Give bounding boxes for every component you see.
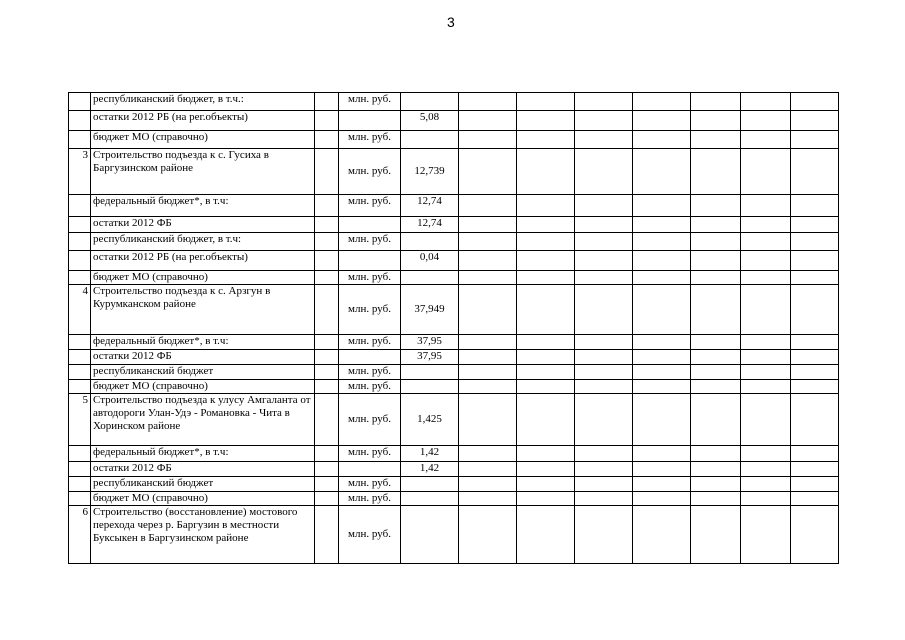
spacer-cell [315,477,339,492]
empty-cell [459,446,517,462]
empty-cell [741,111,791,131]
empty-cell [791,271,839,285]
empty-cell [691,251,741,271]
empty-cell [633,477,691,492]
empty-cell [459,506,517,564]
description-cell: республиканский бюджет, в т.ч.: [91,93,315,111]
empty-cell [741,195,791,217]
description-cell: Строительство подъезда к с. Гусиха в Баргузинском районе [91,149,315,195]
row-number-cell [69,233,91,251]
empty-cell [459,93,517,111]
empty-cell [575,251,633,271]
table-row [69,285,839,335]
table-row [69,462,839,477]
empty-cell [633,233,691,251]
row-number-cell [69,195,91,217]
description-cell: остатки 2012 ФБ [91,350,315,365]
empty-cell [691,446,741,462]
spacer-cell [315,195,339,217]
spacer-cell [315,131,339,149]
value-cell: 1,42 [401,446,459,462]
empty-cell [575,217,633,233]
table-row [69,251,839,271]
empty-cell [633,506,691,564]
empty-cell [459,394,517,446]
empty-cell [791,446,839,462]
empty-cell [691,149,741,195]
unit-cell: млн. руб. [339,492,401,506]
unit-cell: млн. руб. [339,365,401,380]
unit-cell [339,217,401,233]
table-row [69,477,839,492]
empty-cell [633,285,691,335]
description-cell: республиканский бюджет, в т.ч: [91,233,315,251]
empty-cell [791,380,839,394]
empty-cell [741,506,791,564]
empty-cell [691,217,741,233]
description-cell: Строительство подъезда к улусу Амгаланта от автодороги Улан-Удэ - Романовка - Чита в Хоринском районе [91,394,315,446]
row-number-cell: 4 [69,285,91,335]
table-row [69,217,839,233]
row-number-cell: 3 [69,149,91,195]
empty-cell [633,492,691,506]
row-number-cell: 6 [69,506,91,564]
row-number-cell [69,111,91,131]
empty-cell [575,149,633,195]
empty-cell [691,195,741,217]
empty-cell [517,271,575,285]
empty-cell [459,477,517,492]
value-cell: 37,949 [401,285,459,335]
budget-table [68,92,839,564]
empty-cell [741,446,791,462]
row-number-cell [69,335,91,350]
spacer-cell [315,446,339,462]
table-row [69,271,839,285]
spacer-cell [315,380,339,394]
unit-cell: млн. руб. [339,394,401,446]
empty-cell [459,131,517,149]
empty-cell [791,365,839,380]
unit-cell: млн. руб. [339,271,401,285]
empty-cell [741,380,791,394]
empty-cell [741,285,791,335]
empty-cell [691,492,741,506]
empty-cell [741,492,791,506]
table-row [69,365,839,380]
empty-cell [575,380,633,394]
empty-cell [517,131,575,149]
row-number-cell [69,446,91,462]
empty-cell [575,446,633,462]
row-number-cell [69,251,91,271]
page-number: 3 [447,14,455,30]
value-cell: 12,739 [401,149,459,195]
empty-cell [691,380,741,394]
empty-cell [633,217,691,233]
empty-cell [691,111,741,131]
empty-cell [517,251,575,271]
empty-cell [741,93,791,111]
empty-cell [691,506,741,564]
empty-cell [517,380,575,394]
empty-cell [459,365,517,380]
empty-cell [741,217,791,233]
row-number-cell [69,477,91,492]
empty-cell [791,335,839,350]
empty-cell [691,350,741,365]
value-cell [401,365,459,380]
empty-cell [791,492,839,506]
empty-cell [633,335,691,350]
empty-cell [517,93,575,111]
empty-cell [517,285,575,335]
empty-cell [791,394,839,446]
row-number-cell [69,462,91,477]
empty-cell [741,131,791,149]
row-number-cell [69,217,91,233]
table-row [69,195,839,217]
unit-cell: млн. руб. [339,149,401,195]
empty-cell [691,335,741,350]
empty-cell [633,251,691,271]
empty-cell [459,233,517,251]
empty-cell [517,462,575,477]
unit-cell [339,111,401,131]
empty-cell [575,335,633,350]
empty-cell [691,394,741,446]
table-row [69,506,839,564]
unit-cell: млн. руб. [339,285,401,335]
description-cell: остатки 2012 РБ (на рег.объекты) [91,111,315,131]
empty-cell [741,271,791,285]
empty-cell [633,350,691,365]
spacer-cell [315,492,339,506]
spacer-cell [315,233,339,251]
empty-cell [459,285,517,335]
spacer-cell [315,335,339,350]
spacer-cell [315,506,339,564]
table-row [69,93,839,111]
empty-cell [459,380,517,394]
empty-cell [575,492,633,506]
description-cell: остатки 2012 ФБ [91,462,315,477]
empty-cell [741,251,791,271]
empty-cell [459,195,517,217]
empty-cell [633,195,691,217]
empty-cell [575,195,633,217]
row-number-cell: 5 [69,394,91,446]
spacer-cell [315,217,339,233]
value-cell: 5,08 [401,111,459,131]
empty-cell [691,271,741,285]
table-row [69,335,839,350]
empty-cell [633,462,691,477]
empty-cell [791,195,839,217]
value-cell [401,477,459,492]
empty-cell [575,394,633,446]
empty-cell [517,111,575,131]
description-cell: республиканский бюджет [91,365,315,380]
empty-cell [517,149,575,195]
empty-cell [575,111,633,131]
unit-cell [339,350,401,365]
table-row [69,380,839,394]
empty-cell [575,271,633,285]
row-number-cell [69,380,91,394]
empty-cell [633,111,691,131]
spacer-cell [315,365,339,380]
unit-cell: млн. руб. [339,446,401,462]
unit-cell: млн. руб. [339,506,401,564]
value-cell [401,271,459,285]
empty-cell [459,462,517,477]
unit-cell: млн. руб. [339,131,401,149]
empty-cell [575,350,633,365]
value-cell: 1,425 [401,394,459,446]
description-cell: бюджет МО (справочно) [91,380,315,394]
empty-cell [633,365,691,380]
empty-cell [791,149,839,195]
empty-cell [575,285,633,335]
empty-cell [517,335,575,350]
value-cell: 0,04 [401,251,459,271]
description-cell: остатки 2012 ФБ [91,217,315,233]
description-cell: остатки 2012 РБ (на рег.объекты) [91,251,315,271]
empty-cell [691,285,741,335]
row-number-cell [69,93,91,111]
empty-cell [575,131,633,149]
empty-cell [517,365,575,380]
unit-cell: млн. руб. [339,477,401,492]
empty-cell [691,233,741,251]
description-cell: федеральный бюджет*, в т.ч: [91,195,315,217]
description-cell: Строительство (восстановление) мостового перехода через р. Баргузин в местности Буксыкен в Баргузинском районе [91,506,315,564]
description-cell: федеральный бюджет*, в т.ч: [91,446,315,462]
description-cell: бюджет МО (справочно) [91,131,315,149]
empty-cell [741,149,791,195]
spacer-cell [315,350,339,365]
value-cell [401,131,459,149]
spacer-cell [315,462,339,477]
value-cell [401,380,459,394]
row-number-cell [69,271,91,285]
spacer-cell [315,394,339,446]
spacer-cell [315,251,339,271]
row-number-cell [69,131,91,149]
empty-cell [517,506,575,564]
empty-cell [741,233,791,251]
empty-cell [691,365,741,380]
empty-cell [633,131,691,149]
empty-cell [791,477,839,492]
empty-cell [633,394,691,446]
empty-cell [459,111,517,131]
empty-cell [517,394,575,446]
value-cell [401,492,459,506]
empty-cell [691,131,741,149]
table-row [69,111,839,131]
empty-cell [791,131,839,149]
empty-cell [741,335,791,350]
empty-cell [633,271,691,285]
empty-cell [741,394,791,446]
description-cell: федеральный бюджет*, в т.ч: [91,335,315,350]
empty-cell [791,233,839,251]
row-number-cell [69,492,91,506]
table-row [69,350,839,365]
empty-cell [575,477,633,492]
description-cell: республиканский бюджет [91,477,315,492]
unit-cell: млн. руб. [339,380,401,394]
empty-cell [517,350,575,365]
empty-cell [791,251,839,271]
empty-cell [459,251,517,271]
empty-cell [791,111,839,131]
empty-cell [517,446,575,462]
spacer-cell [315,111,339,131]
empty-cell [691,462,741,477]
empty-cell [691,477,741,492]
empty-cell [791,462,839,477]
empty-cell [517,477,575,492]
table-row [69,446,839,462]
table-row [69,233,839,251]
unit-cell: млн. руб. [339,335,401,350]
description-cell: бюджет МО (справочно) [91,492,315,506]
empty-cell [741,350,791,365]
empty-cell [575,93,633,111]
empty-cell [633,93,691,111]
empty-cell [791,217,839,233]
value-cell: 12,74 [401,195,459,217]
empty-cell [575,233,633,251]
empty-cell [517,195,575,217]
spacer-cell [315,149,339,195]
value-cell: 37,95 [401,335,459,350]
value-cell [401,233,459,251]
empty-cell [459,335,517,350]
empty-cell [459,350,517,365]
empty-cell [459,271,517,285]
unit-cell: млн. руб. [339,195,401,217]
table-row [69,492,839,506]
empty-cell [633,446,691,462]
empty-cell [575,506,633,564]
empty-cell [575,462,633,477]
empty-cell [791,285,839,335]
empty-cell [633,380,691,394]
table-row [69,394,839,446]
value-cell: 12,74 [401,217,459,233]
empty-cell [741,462,791,477]
empty-cell [459,217,517,233]
empty-cell [633,149,691,195]
table-row [69,149,839,195]
spacer-cell [315,93,339,111]
empty-cell [575,365,633,380]
spacer-cell [315,271,339,285]
empty-cell [791,506,839,564]
description-cell: Строительство подъезда к с. Арзгун в Курумканском районе [91,285,315,335]
value-cell [401,506,459,564]
empty-cell [791,93,839,111]
unit-cell [339,251,401,271]
value-cell: 37,95 [401,350,459,365]
value-cell: 1,42 [401,462,459,477]
unit-cell [339,462,401,477]
empty-cell [517,217,575,233]
empty-cell [741,477,791,492]
row-number-cell [69,350,91,365]
unit-cell: млн. руб. [339,93,401,111]
empty-cell [517,233,575,251]
table-row [69,131,839,149]
description-cell: бюджет МО (справочно) [91,271,315,285]
empty-cell [691,93,741,111]
row-number-cell [69,365,91,380]
unit-cell: млн. руб. [339,233,401,251]
empty-cell [459,149,517,195]
spacer-cell [315,285,339,335]
value-cell [401,93,459,111]
empty-cell [459,492,517,506]
empty-cell [741,365,791,380]
empty-cell [517,492,575,506]
empty-cell [791,350,839,365]
